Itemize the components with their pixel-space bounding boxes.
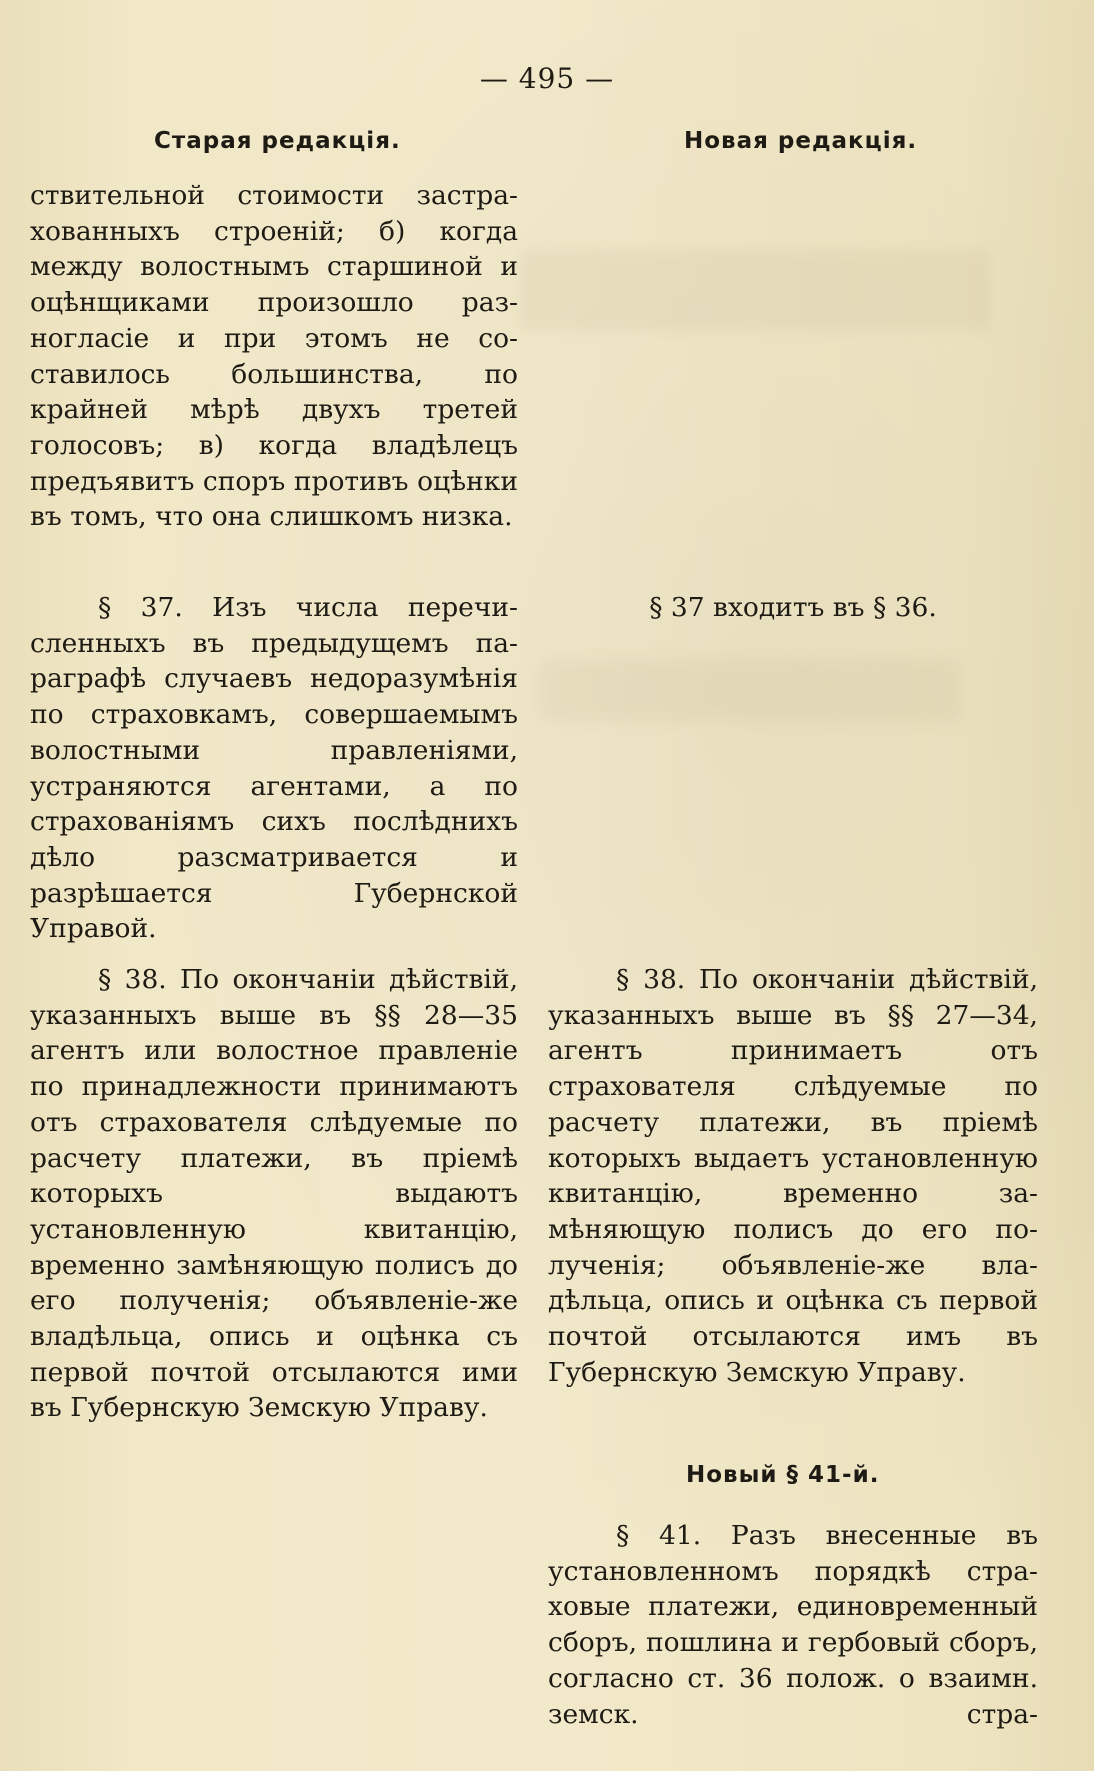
- old-edition-heading: Старая редакція.: [154, 128, 401, 154]
- new-edition-paragraph-37: § 37 входитъ въ § 36.: [649, 592, 937, 623]
- new-edition-heading: Новая редакція.: [684, 128, 918, 154]
- new-section-subheading: Новый § 41-й.: [686, 1462, 880, 1488]
- old-edition-paragraph: ствительной стоимости застрахованныхъ строеній; б) когда между волостнымъ старшиной и оцѣнщиками произошло разногласіе и при этомъ не составилось большинства, по крайней мѣрѣ двухъ третей голосовъ; в) когда владѣлецъ предъявитъ споръ противъ оцѣнки въ томъ, что она слишкомъ низка.: [30, 180, 518, 533]
- old-edition-paragraph-37: § 37. Изъ числа перечисленныхъ въ предыдущемъ параграфѣ случаевъ недоразумѣнія по страховкамъ, совершаемымъ волостными правленіями, устраняются агентами, а по страхованіямъ сихъ послѣднихъ дѣло разсматривается и разрѣшается Губернской Управой.: [30, 592, 518, 945]
- new-edition-paragraph-38: § 38. По окончаніи дѣйствій, указанныхъ выше въ §§ 27—34, агентъ принимаетъ отъ страхователя слѣдуемые по расчету платежи, въ пріемѣ которыхъ выдаетъ установленную квитанцію, временно замѣняющую полисъ до его полученія; объявленіе-же владѣльца, опись и оцѣнка съ первой почтой отсылаются имъ въ Губернскую Земскую Управу.: [548, 964, 1038, 1388]
- bleed-through-shadow: [540, 660, 960, 720]
- page-number: — 495 —: [479, 62, 615, 95]
- new-edition-paragraph-41: § 41. Разъ внесенные въ установленномъ порядкѣ страховые платежи, единовременный сборъ, пошлина и гербовый сборъ, согласно ст. 36 полож. о взаимн. земск. стра-: [548, 1520, 1038, 1730]
- old-edition-paragraph-38: § 38. По окончаніи дѣйствій, указанныхъ выше въ §§ 28—35 агентъ или волостное правленіе по принадлежности принимаютъ отъ страхователя слѣдуемые по расчету платежи, въ пріемѣ которыхъ выдаютъ установленную квитанцію, временно замѣняющую полисъ до его полученія; объявленіе-же владѣльца, опись и оцѣнка съ первой почтой отсылаются ими въ Губернскую Земскую Управу.: [30, 964, 518, 1424]
- bleed-through-shadow: [520, 250, 990, 330]
